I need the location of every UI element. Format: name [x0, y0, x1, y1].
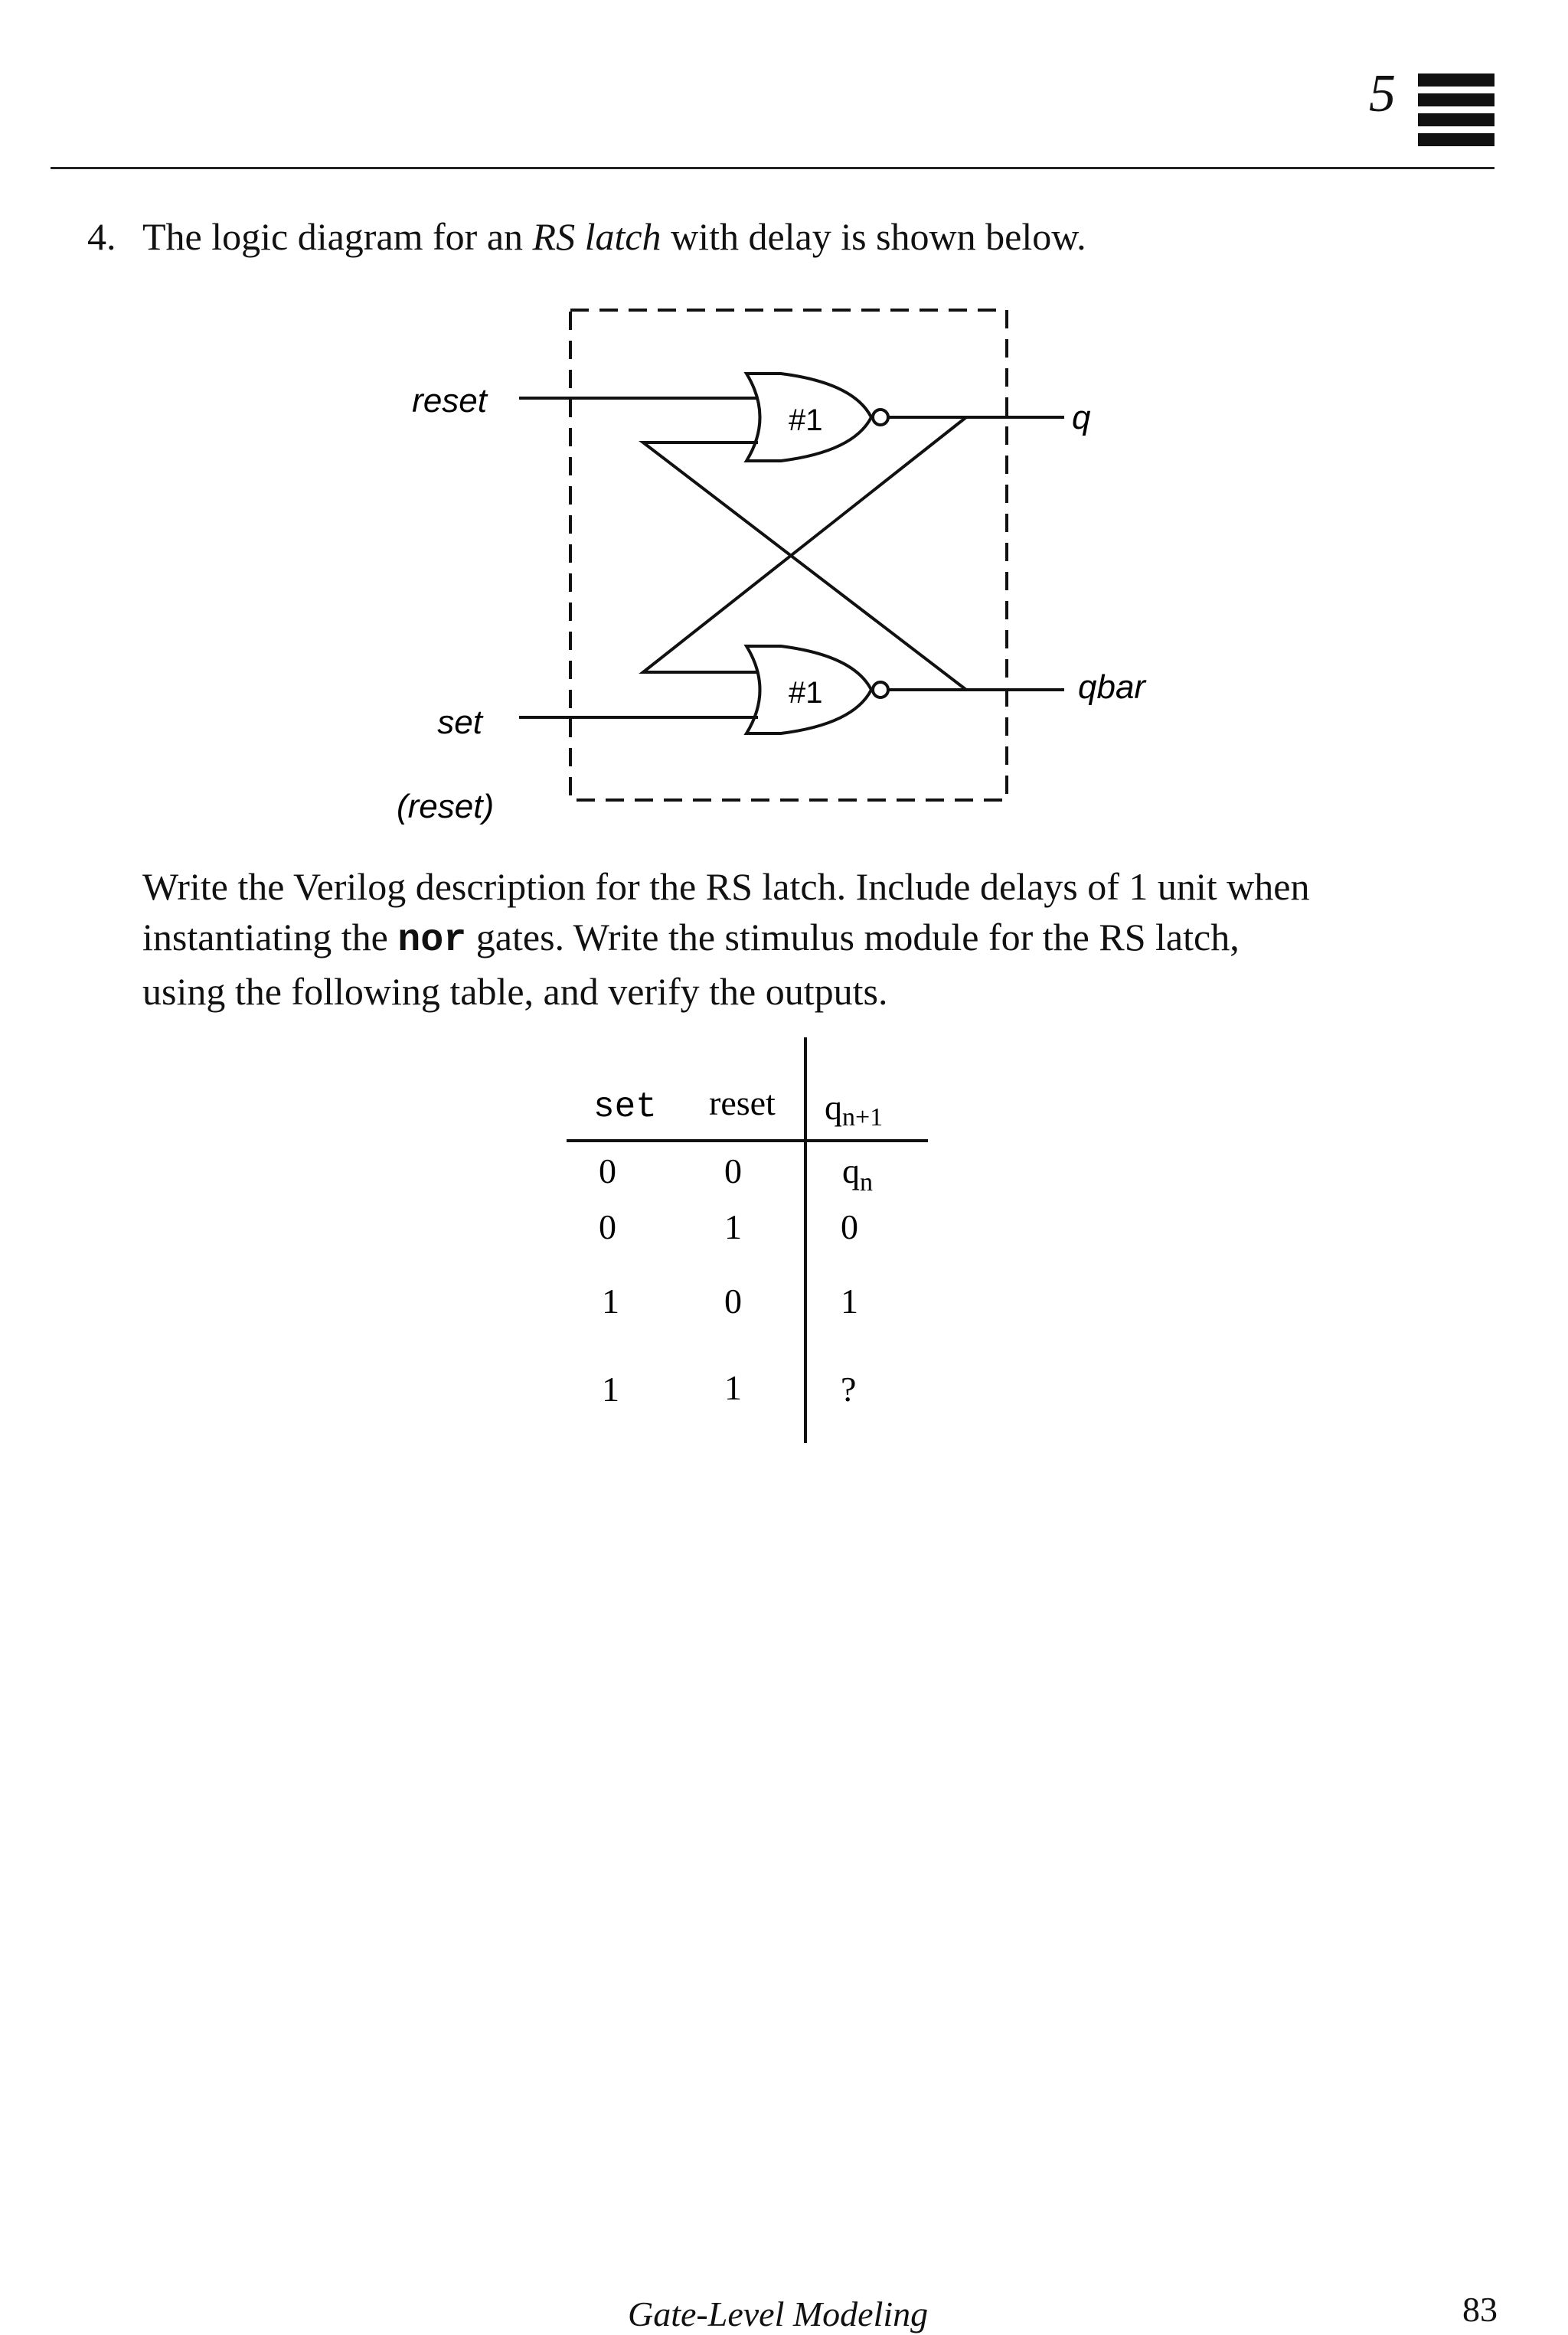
nor-bubble-bottom	[873, 682, 888, 697]
row-4-set: 1	[602, 1370, 619, 1409]
instructions-paragraph	[142, 861, 1513, 1017]
q-output-label: q	[1072, 399, 1091, 436]
gate-bottom-delay-label: #1	[789, 676, 823, 710]
row-1-q: $q_n$	[842, 1151, 873, 1197]
header-qn1: qn+1	[825, 1088, 884, 1132]
qbar-output-label: qbar	[1078, 668, 1146, 706]
instructions-line-1: Write the Verilog description for the RS latch. Include delays of 1 unit when	[142, 865, 1310, 908]
reset-input-label: reset	[412, 382, 487, 420]
gate-top-delay-label: #1	[789, 403, 823, 437]
row-3-q: 1	[841, 1282, 858, 1321]
footer-chapter-title: Gate-Level Modeling	[628, 2294, 929, 2333]
row-1-reset: 0	[724, 1151, 742, 1190]
question-number: 4.	[87, 215, 116, 258]
row-2-set: 0	[599, 1207, 616, 1246]
page-number: 83	[1462, 2290, 1498, 2329]
row-2-reset: 1	[724, 1207, 742, 1246]
instructions-line-2: instantiating the nor gates. Write the stimulus module for the RS latch,	[142, 916, 1240, 962]
row-2-q: 0	[841, 1207, 858, 1246]
set-input-label: set	[437, 704, 482, 741]
row-4-reset: 1	[724, 1368, 742, 1407]
row-3-reset: 0	[724, 1282, 742, 1321]
rs-latch-diagram	[0, 0, 1568, 842]
truth-table	[0, 1026, 1568, 1455]
row-4-q: ?	[841, 1370, 857, 1409]
question-text: The logic diagram for an RS latch with delay is shown below.	[142, 215, 1086, 258]
question-italic-term: RS latch	[532, 215, 662, 258]
nor-keyword: nor	[397, 919, 467, 962]
header-reset: reset	[709, 1083, 776, 1122]
set-alt-reset-label: (reset)	[397, 788, 495, 825]
header-set: set	[593, 1087, 657, 1127]
row-3-set: 1	[602, 1282, 619, 1321]
nor-bubble-top	[873, 410, 888, 425]
instructions-line-3: using the following table, and verify the outputs.	[142, 970, 888, 1013]
chapter-number: 5	[1369, 64, 1396, 123]
row-1-set: 0	[599, 1151, 616, 1190]
